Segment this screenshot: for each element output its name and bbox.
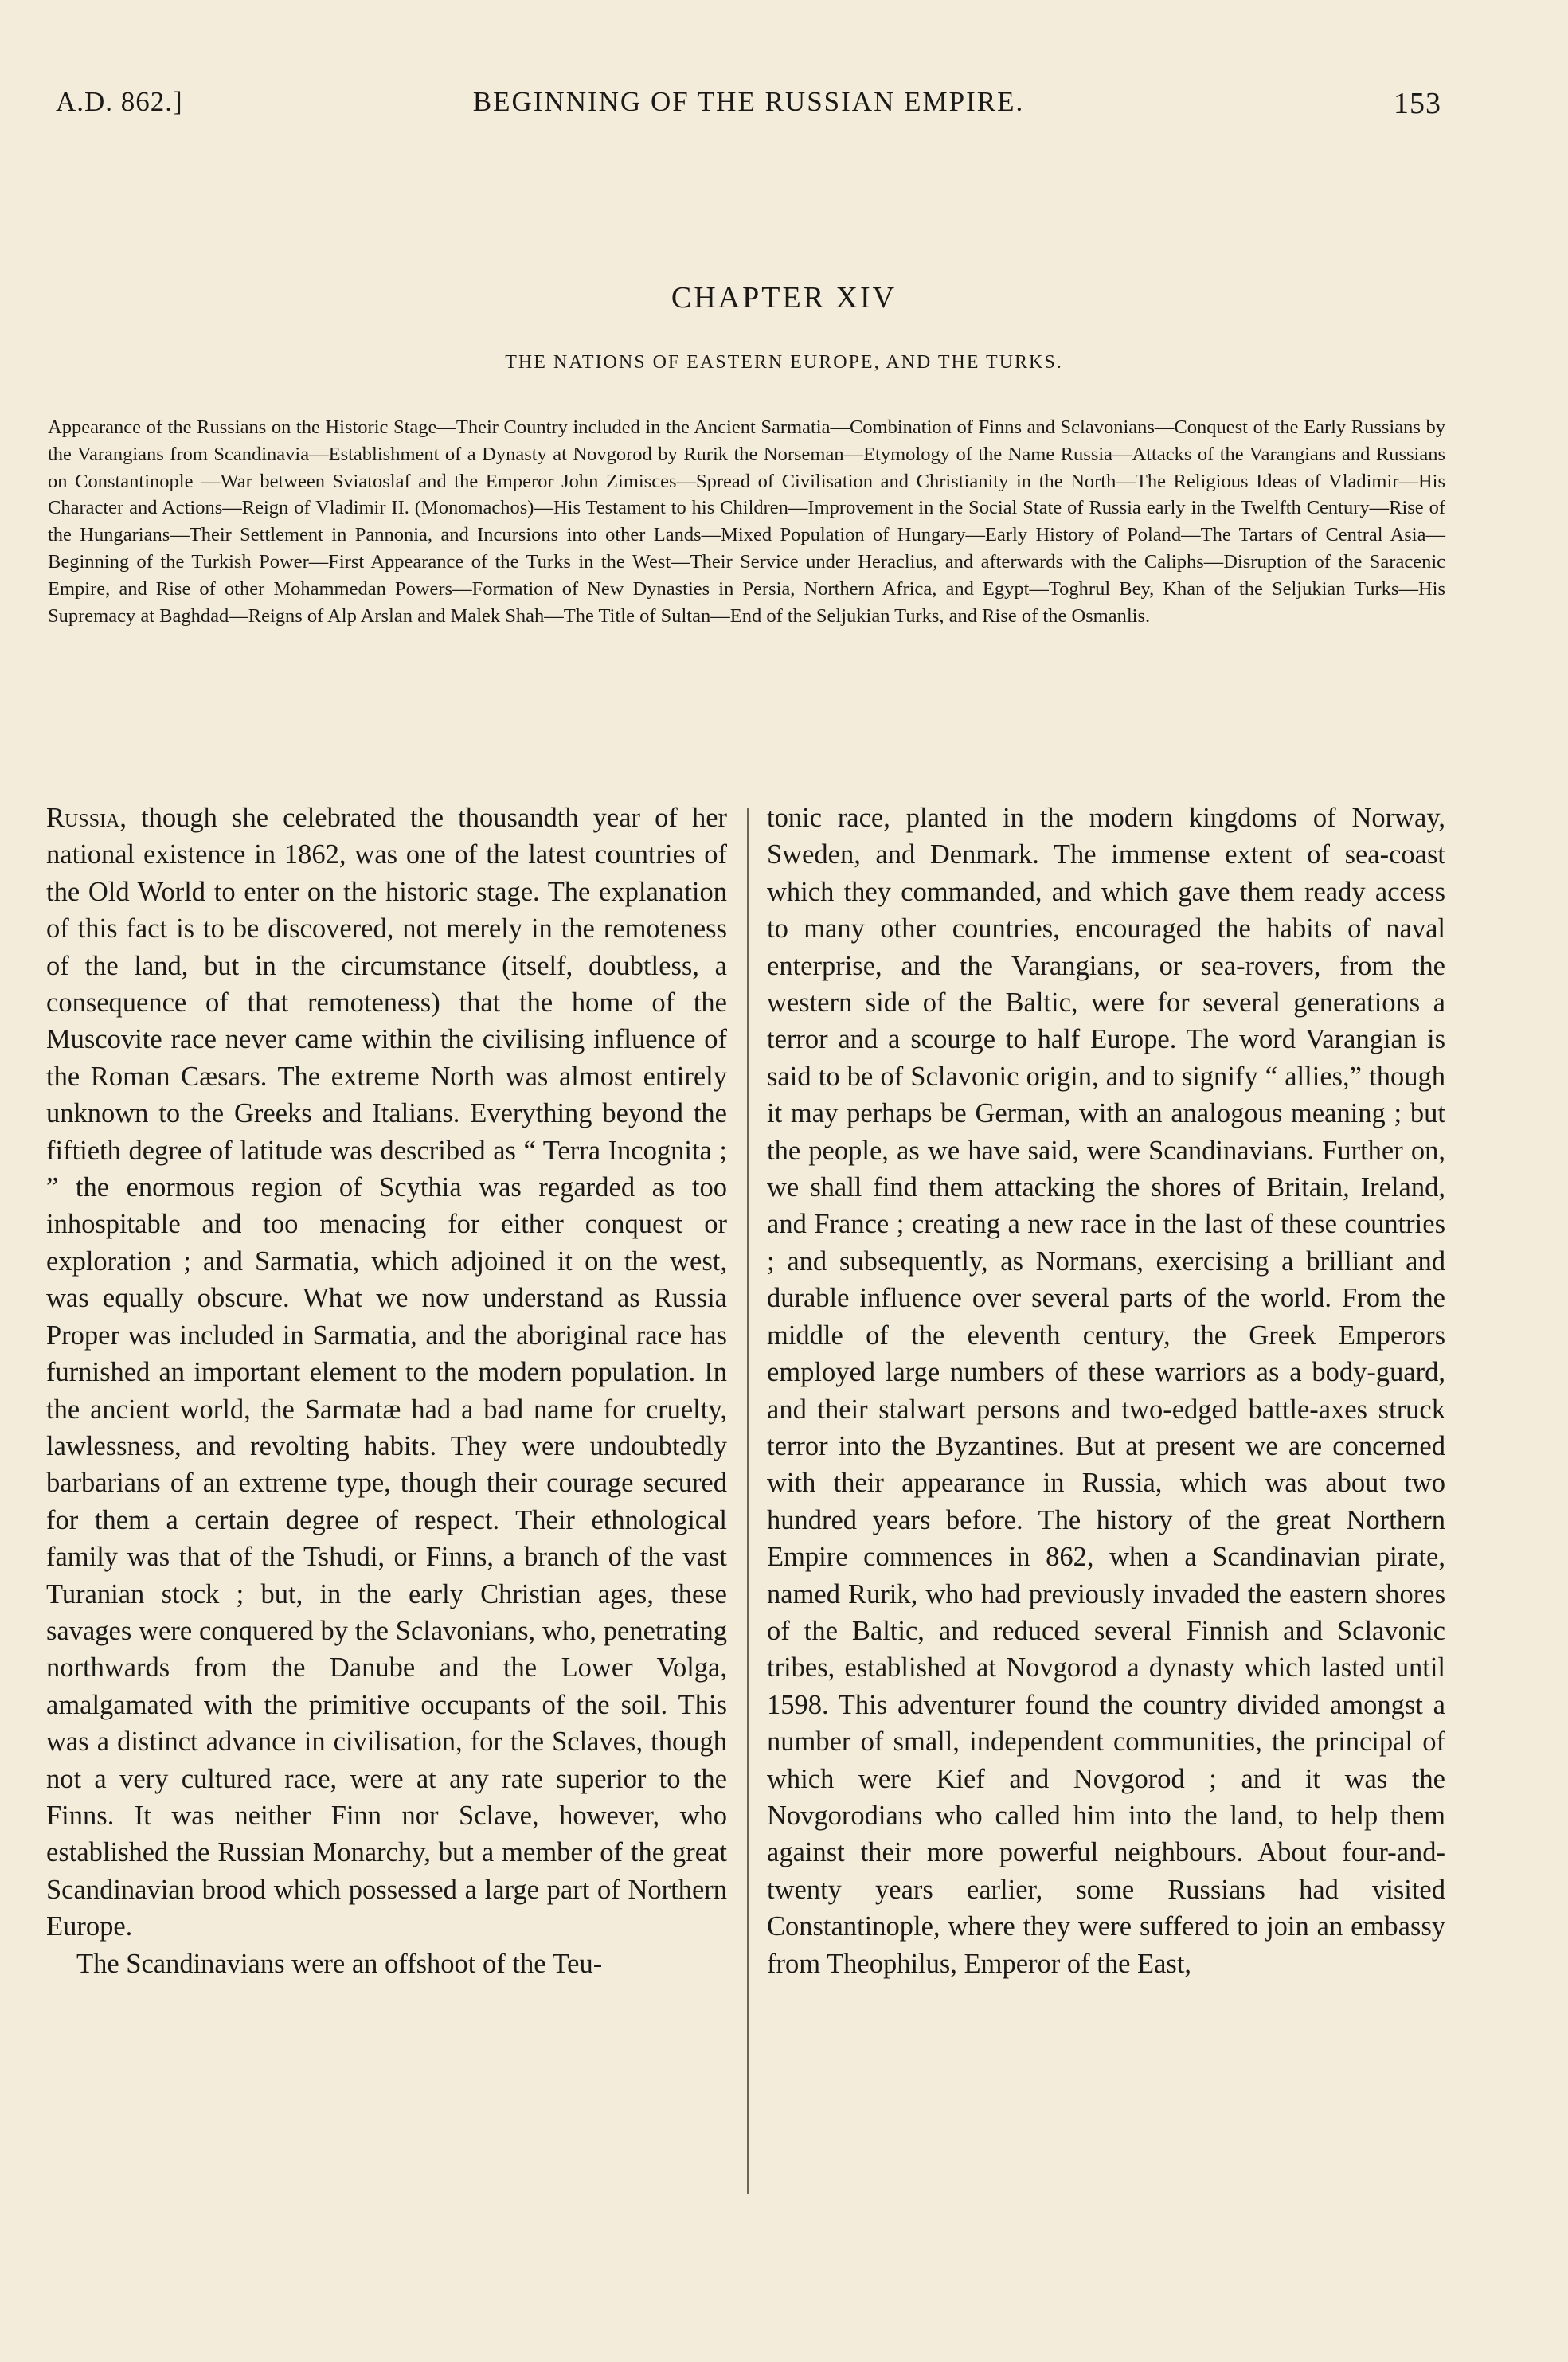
paragraph-russia — [46, 800, 727, 1946]
left-column — [46, 800, 727, 1982]
paragraph-text: though she celebrated the thousandth year of her national existence in 1862, was one of the latest countries of the Old World to enter on the historic stage. The explanation of this fact is to be discovered, not merely in the remoteness of the land, but in the circumstance (itself, doubtless, a consequence of that remoteness) that the home of the Muscovite race never came within the civilising influence of the Roman Cæsars. The extreme North was almost entirely unknown to the Greeks and Italians. Everything beyond the fiftieth degree of latitude was described as “ Terra Incognita ; ” the enormous region of Scythia was regarded as too inhospitable and too menacing for either conquest or exploration ; and Sarmatia, which adjoined it on the west, was equally obscure. What we now understand as Russia Proper was included in Sarmatia, and the aboriginal race has furnished an important element to the modern population. In the ancient world, the Sarmatæ had a bad name for cruelty, lawlessness, and revolting habits. They were undoubtedly barbarians of an extreme type, though their courage secured for them a certain degree of respect. Their ethnological family was that of the Tshudi, or Finns, a branch of the vast Turanian stock ; but, in the early Christian ages, these savages were conquered by the Sclavonians, who, penetrating northwards from the Danube and the Lower Volga, amalgamated with the primitive occupants of the soil. This was a distinct advance in civilisation, for the Sclaves, though not a very cultured race, were at any rate superior to the Finns. It was neither Finn nor Sclave, however, who established the Russian Monarchy, but a member of the great Scandinavian brood which possessed a large part of Northern Europe. — [46, 803, 727, 1942]
paragraph-scandinavians: The Scandinavians were an offshoot of the Teu- — [76, 1948, 603, 1979]
running-head-title: BEGINNING OF THE RUSSIAN EMPIRE. — [472, 86, 1025, 117]
column-divider — [747, 808, 749, 2194]
chapter-synopsis: Appearance of the Russians on the Historic Stage—Their Country included in the Ancient Sarmatia—Combination of Finns and Sclavonians—Conquest of the Early Russians by the Varangians from Scandinavia—Establishment of a Dynasty at Novgorod by Rurik the Norseman—Etymology of the Name Russia—Attacks of the Varangians and Russians on Constantinople —War between Sviatoslaf and the Emperor John Zimisces—Spread of Civilisation and Christianity in the North—The Religious Ideas of Vladimir—His Character and Actions—Reign of Vladimir II. (Monomachos)—His Testament to his Children—Improvement in the Social State of Russia early in the Twelfth Century—Rise of the Hungarians—Their Settlement in Pannonia, and Incursions into other Lands—Mixed Population of Hungary—Early History of Poland—The Tartars of Central Asia—Beginning of the Turkish Power—First Appearance of the Turks in the West—Their Service under Heraclius, and afterwards with the Caliphs—Disruption of the Saracenic Empire, and Rise of other Mohammedan Powers—Formation of New Dynasties in Persia, Northern Africa, and Egypt—Toghrul Bey, Khan of the Seljukian Turks—His Supremacy at Baghdad—Reigns of Alp Arslan and Malek Shah—The Title of Sultan—End of the Seljukian Turks, and Rise of the Osmanlis. — [48, 416, 1445, 627]
running-head-date: A.D. 862.] — [56, 86, 183, 117]
chapter-title: CHAPTER XIV — [671, 281, 897, 315]
running-head — [56, 86, 1441, 126]
drop-lead-word: Russia, — [46, 803, 127, 833]
chapter-subtitle: THE NATIONS OF EASTERN EUROPE, AND THE TURKS. — [505, 352, 1063, 373]
right-column — [767, 800, 1445, 1982]
page-number: 153 — [1394, 87, 1441, 120]
paragraph-continued: tonic race, planted in the modern kingdoms of Norway, Sweden, and Denmark. The immense extent of sea-coast which they commanded, and which gave them ready access to many other countries, encouraged the habits of naval enterprise, and the Varangians, or sea-rovers, from the western side of the Baltic, were for several generations a terror and a scourge to half Europe. The word Varangian is said to be of Sclavonic origin, and to signify “ allies,” though it may perhaps be German, with an analogous meaning ; but the people, as we have said, were Scandinavians. Further on, we shall find them attacking the shores of Britain, Ireland, and France ; creating a new race in the last of these countries ; and subsequently, as Normans, exercising a brilliant and durable influence over several parts of the world. From the middle of the eleventh century, the Greek Emperors employed large numbers of these warriors as a body-guard, and their stalwart persons and two-edged battle-axes struck terror into the Byzantines. But at present we are concerned with their appearance in Russia, which was about two hundred years before. The history of the great Northern Empire commences in 862, when a Scandinavian pirate, named Rurik, who had previously invaded the eastern shores of the Baltic, and reduced several Finnish and Sclavonic tribes, established at Novgorod a dynasty which lasted until 1598. This adventurer found the country divided amongst a number of small, independent communities, the principal of which were Kief and Novgorod ; and it was the Novgorodians who called him into the land, to help them against their more powerful neighbours. About four-and-twenty years earlier, some Russians had visited Constantinople, where they were suffered to join an embassy from Theophilus, Emperor of the East, — [767, 803, 1445, 1979]
